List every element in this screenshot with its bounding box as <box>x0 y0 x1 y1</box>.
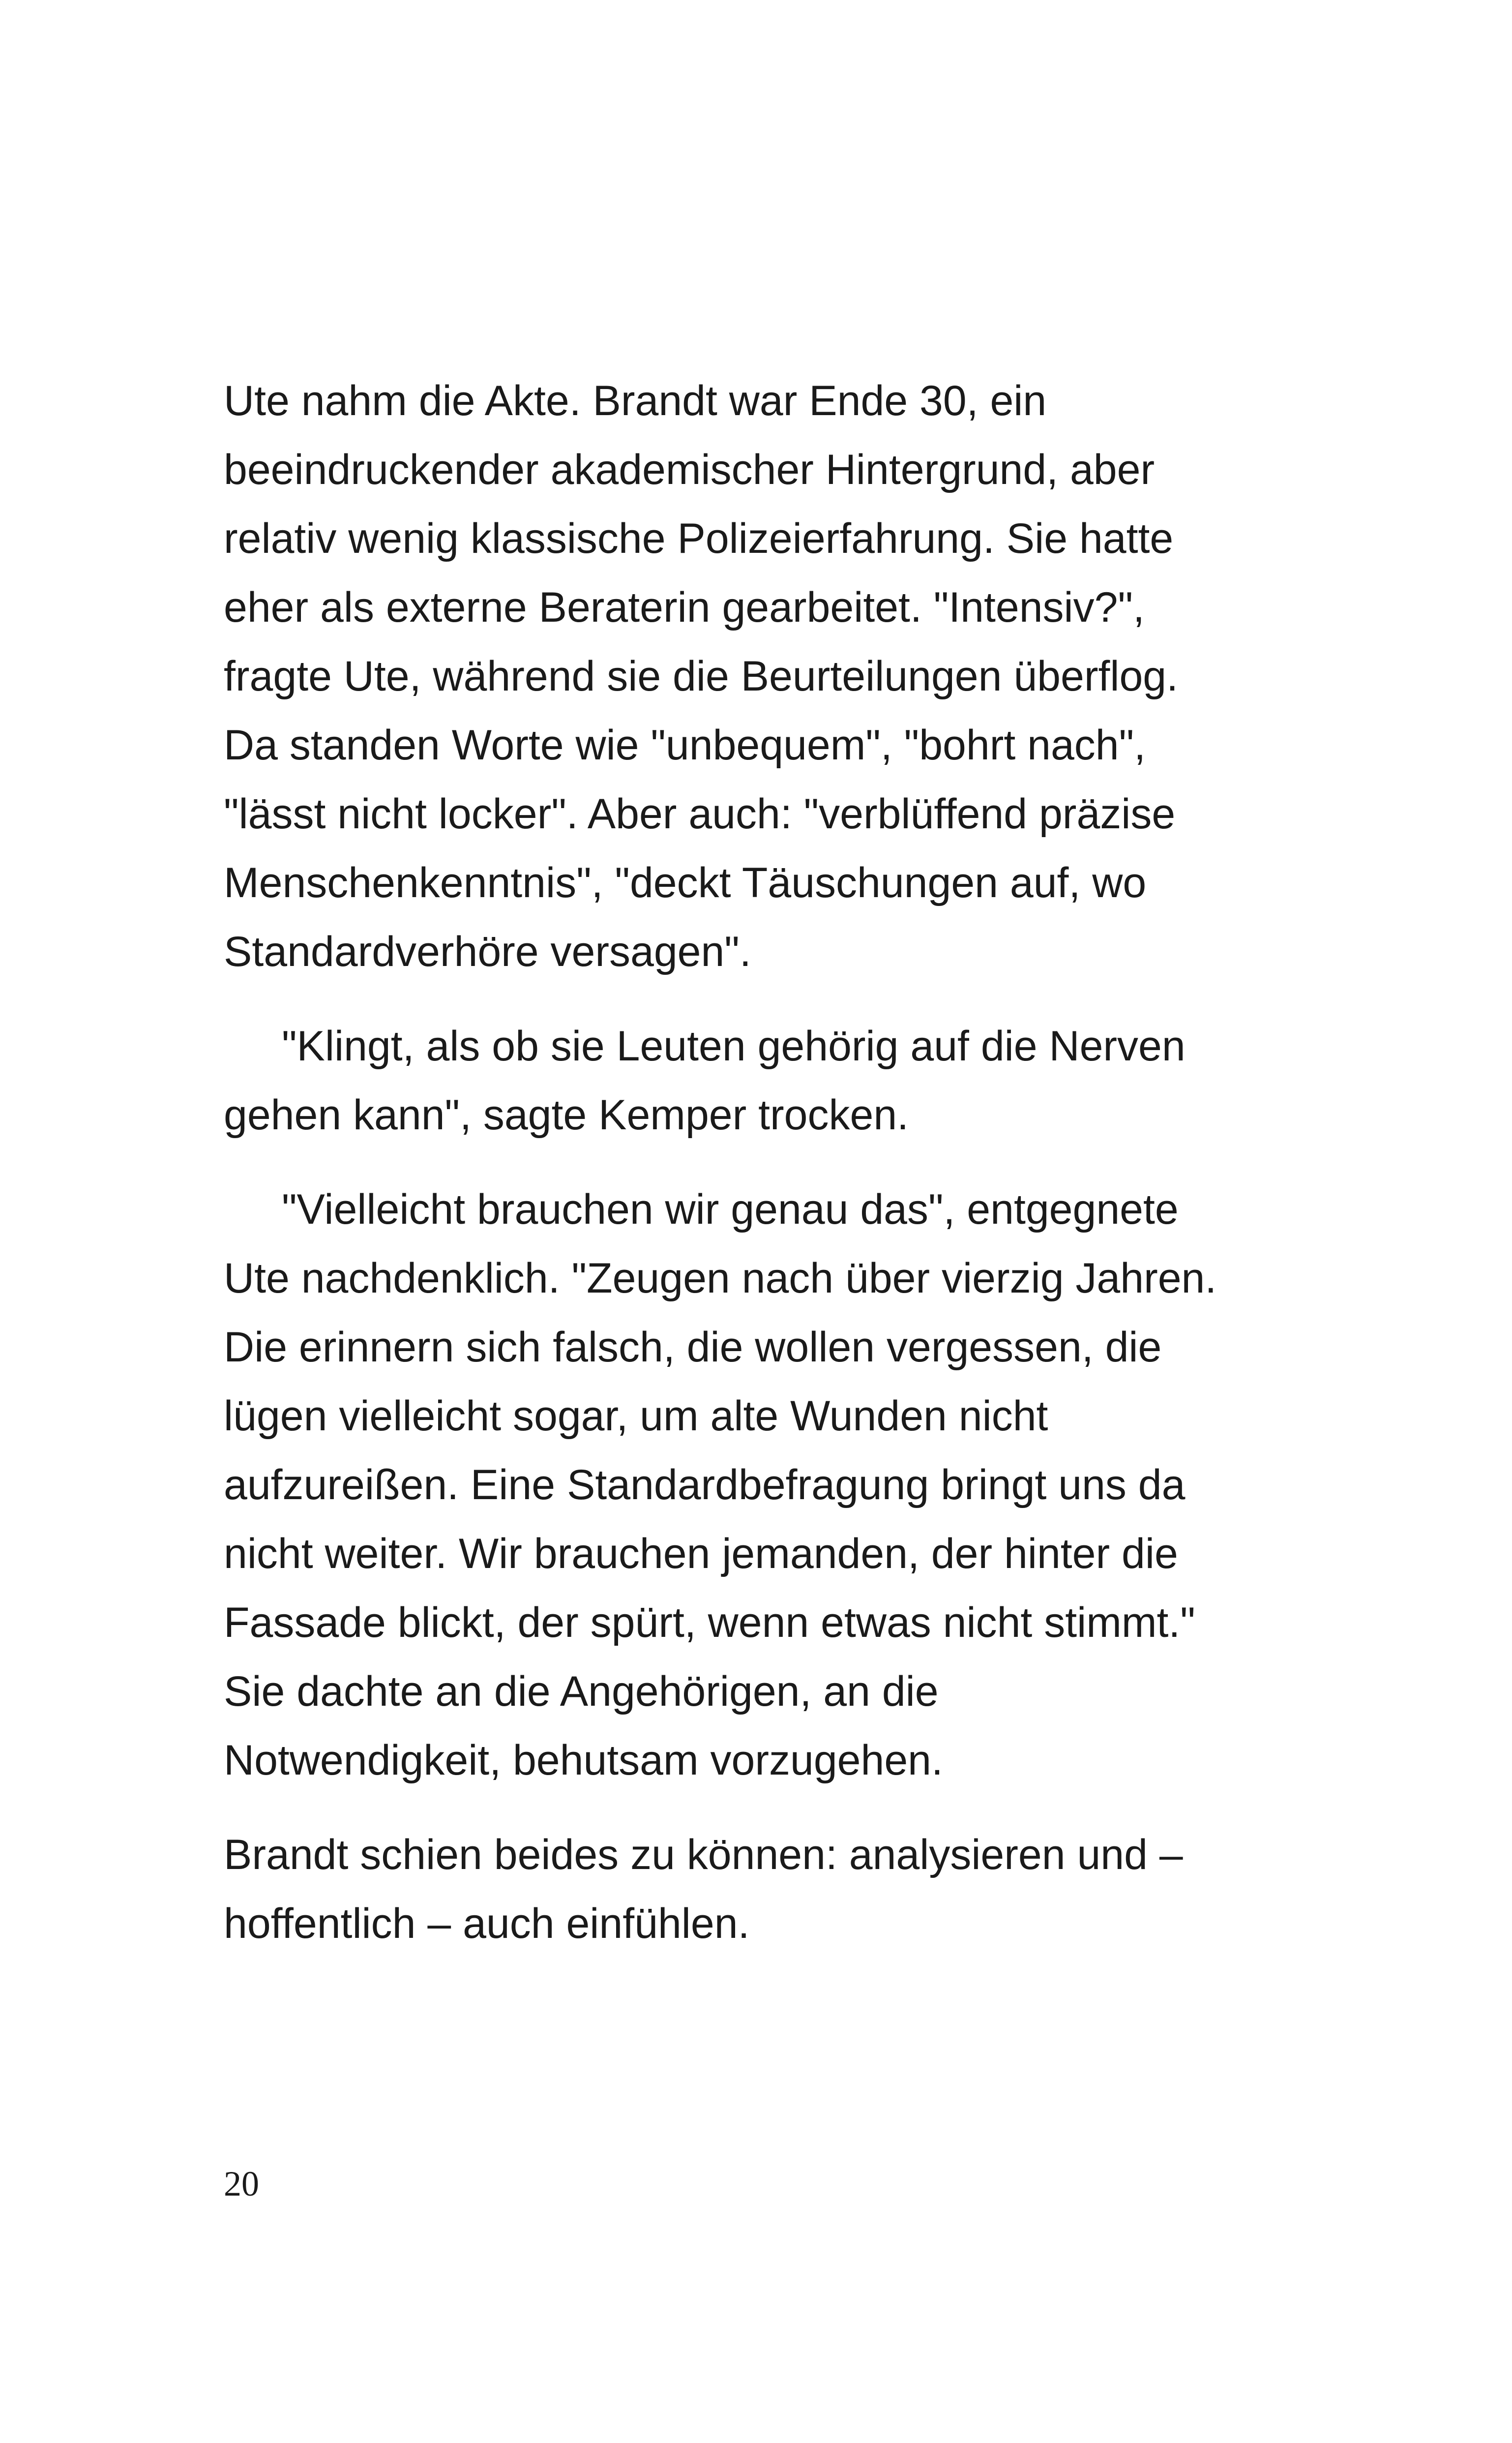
text-line: Ute nahm die Akte. Brandt war Ende 30, ein <box>224 377 1047 424</box>
text-line: eher als externe Beraterin gearbeitet. "Intensiv?", <box>224 584 1145 631</box>
text-line: "lässt nicht locker". Aber auch: "verblüffend präzise <box>224 790 1176 838</box>
text-line: relativ wenig klassische Polizeierfahrung. Sie hatte <box>224 515 1174 562</box>
text-line: aufzureißen. Eine Standardbefragung bringt uns da <box>224 1461 1186 1508</box>
text-line: nicht weiter. Wir brauchen jemanden, der hinter die <box>224 1530 1178 1577</box>
text-line: Da standen Worte wie "unbequem", "bohrt nach", <box>224 722 1146 769</box>
text-line: Fassade blickt, der spürt, wenn etwas nicht stimmt." <box>224 1599 1195 1646</box>
text-line: Notwendigkeit, behutsam vorzugehen. <box>224 1737 943 1784</box>
text-line: gehen kann", sagte Kemper trocken. <box>224 1091 909 1139</box>
paragraph-2 <box>224 1012 1325 1149</box>
paragraph-4 <box>224 1820 1325 1958</box>
page-number: 20 <box>224 2164 259 2203</box>
text-line: Menschenkenntnis", "deckt Täuschungen auf, wo <box>224 859 1147 906</box>
text-line: Brandt schien beides zu können: analysieren und – <box>224 1831 1183 1878</box>
body-text <box>224 366 1325 1984</box>
text-line: "Vielleicht brauchen wir genau das", entgegnete <box>282 1186 1179 1233</box>
text-line: "Klingt, als ob sie Leuten gehörig auf die Nerven <box>282 1023 1186 1070</box>
text-line: lügen vielleicht sogar, um alte Wunden nicht <box>224 1392 1048 1440</box>
text-line: Standardverhöre versagen". <box>224 928 751 975</box>
text-line: Sie dachte an die Angehörigen, an die <box>224 1668 939 1715</box>
text-line: hoffentlich – auch einfühlen. <box>224 1900 750 1947</box>
text-line: Ute nachdenklich. "Zeugen nach über vierzig Jahren. <box>224 1255 1217 1302</box>
text-line: Die erinnern sich falsch, die wollen vergessen, die <box>224 1324 1162 1371</box>
text-line: fragte Ute, während sie die Beurteilungen überflog. <box>224 653 1179 700</box>
paragraph-1 <box>224 366 1325 986</box>
paragraph-3 <box>224 1175 1325 1795</box>
text-line: beeindruckender akademischer Hintergrund, aber <box>224 446 1155 493</box>
